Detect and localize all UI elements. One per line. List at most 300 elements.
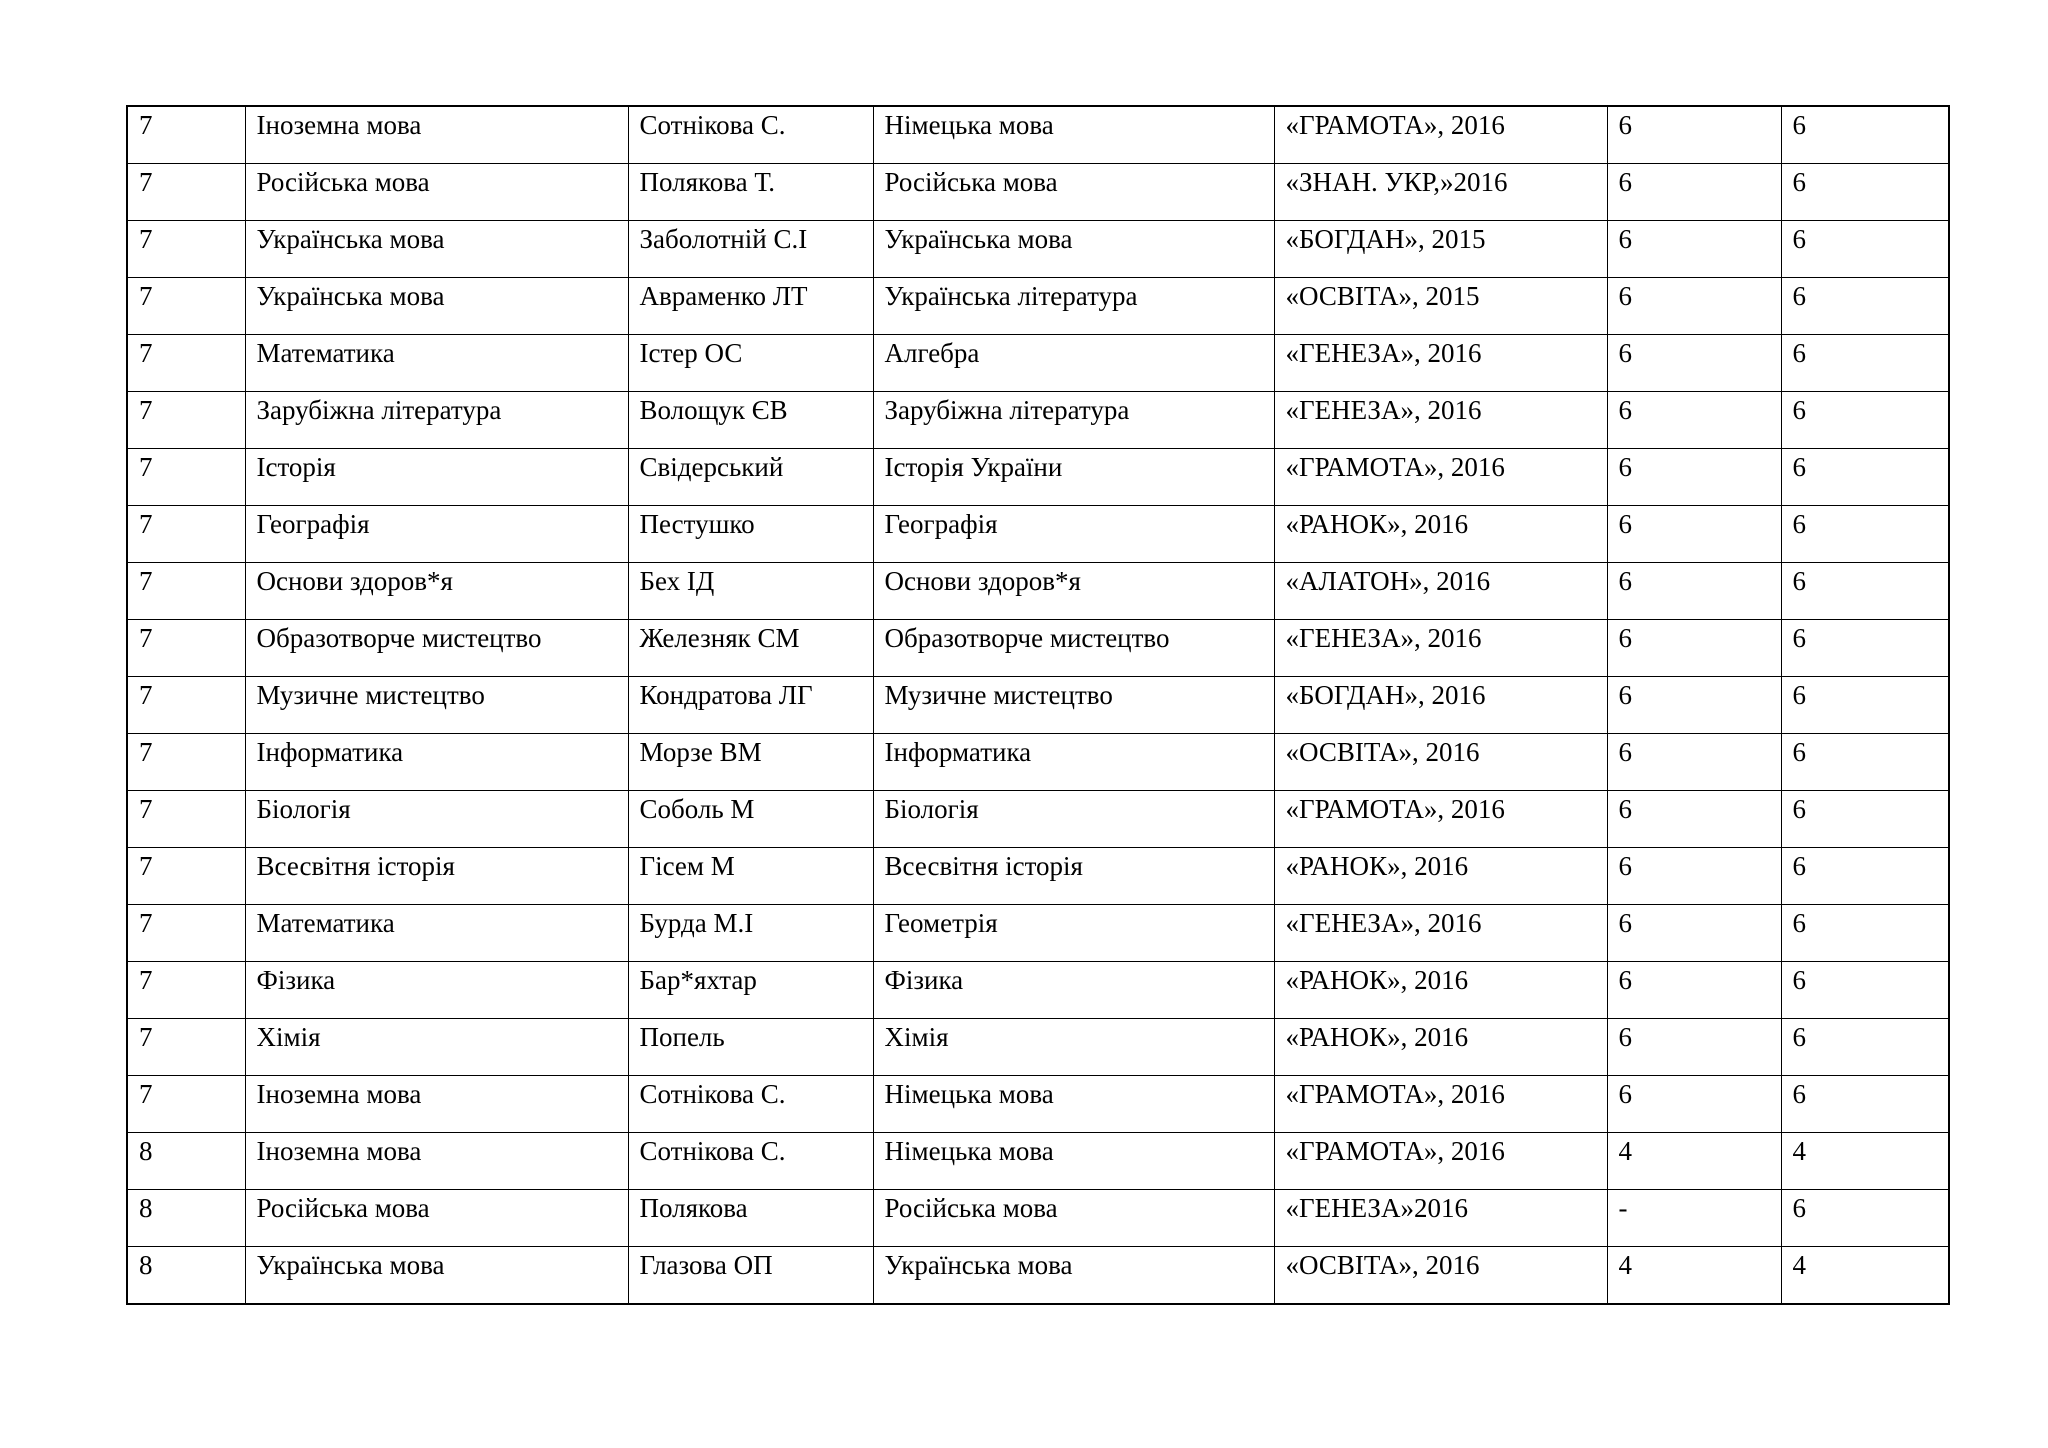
- cell-text: 4: [1618, 1250, 1632, 1280]
- count-a-cell: [1607, 677, 1781, 734]
- subject-cell: [245, 392, 628, 449]
- publisher-cell: [1274, 449, 1607, 506]
- cell-text: 7: [139, 509, 153, 539]
- cell-text: 6: [1618, 281, 1632, 311]
- cell-text: Полякова Т.: [639, 167, 775, 197]
- cell-text: Глазова ОП: [639, 1250, 773, 1280]
- count-a-cell: [1607, 164, 1781, 221]
- count-a-cell: [1607, 221, 1781, 278]
- cell-text: 6: [1618, 623, 1632, 653]
- author-cell: [628, 791, 873, 848]
- cell-text: Російська мова: [884, 167, 1058, 197]
- table-row: [127, 506, 1949, 563]
- author-cell: [628, 1190, 873, 1247]
- author-cell: [628, 620, 873, 677]
- grade-cell: [127, 620, 245, 677]
- cell-text: Геометрія: [884, 908, 998, 938]
- cell-text: 6: [1792, 224, 1806, 254]
- count-b-cell: [1781, 1247, 1949, 1305]
- textbook-table: [126, 105, 1950, 1305]
- cell-text: Іноземна мова: [256, 1079, 422, 1109]
- cell-text: 7: [139, 908, 153, 938]
- cell-text: 6: [1618, 509, 1632, 539]
- grade-cell: [127, 335, 245, 392]
- cell-text: 7: [139, 338, 153, 368]
- cell-text: 6: [1618, 395, 1632, 425]
- count-b-cell: [1781, 106, 1949, 164]
- cell-text: Російська мова: [256, 167, 430, 197]
- cell-text: 8: [139, 1250, 153, 1280]
- table-row: [127, 1019, 1949, 1076]
- cell-text: Українська мова: [256, 224, 445, 254]
- cell-text: Музичне мистецтво: [256, 680, 485, 710]
- subject-cell: [245, 164, 628, 221]
- cell-text: Зарубіжна література: [884, 395, 1130, 425]
- count-b-cell: [1781, 392, 1949, 449]
- cell-text: «БОГДАН», 2015: [1285, 224, 1486, 254]
- table-row: [127, 620, 1949, 677]
- cell-text: Математика: [256, 908, 395, 938]
- author-cell: [628, 164, 873, 221]
- subject-cell: [245, 848, 628, 905]
- table-row: [127, 278, 1949, 335]
- textbook-cell: [873, 221, 1274, 278]
- cell-text: 6: [1618, 794, 1632, 824]
- author-cell: [628, 848, 873, 905]
- author-cell: [628, 278, 873, 335]
- cell-text: 6: [1792, 452, 1806, 482]
- cell-text: «ГРАМОТА», 2016: [1285, 110, 1505, 140]
- table-row: [127, 164, 1949, 221]
- count-a-cell: [1607, 962, 1781, 1019]
- cell-text: «ГРАМОТА», 2016: [1285, 452, 1505, 482]
- publisher-cell: [1274, 164, 1607, 221]
- subject-cell: [245, 506, 628, 563]
- cell-text: 6: [1618, 680, 1632, 710]
- table-row: [127, 1076, 1949, 1133]
- cell-text: Іноземна мова: [256, 110, 422, 140]
- grade-cell: [127, 563, 245, 620]
- textbook-cell: [873, 962, 1274, 1019]
- cell-text: 7: [139, 680, 153, 710]
- table-row: [127, 392, 1949, 449]
- textbook-cell: [873, 392, 1274, 449]
- count-a-cell: [1607, 905, 1781, 962]
- cell-text: Железняк СМ: [639, 623, 800, 653]
- cell-text: «ГРАМОТА», 2016: [1285, 794, 1505, 824]
- table-row: [127, 221, 1949, 278]
- count-b-cell: [1781, 1076, 1949, 1133]
- publisher-cell: [1274, 106, 1607, 164]
- cell-text: 6: [1792, 338, 1806, 368]
- cell-text: Фізика: [256, 965, 336, 995]
- textbook-cell: [873, 278, 1274, 335]
- author-cell: [628, 563, 873, 620]
- cell-text: 7: [139, 452, 153, 482]
- count-a-cell: [1607, 106, 1781, 164]
- textbook-cell: [873, 905, 1274, 962]
- textbook-cell: [873, 734, 1274, 791]
- cell-text: «ГЕНЕЗА»2016: [1285, 1193, 1468, 1223]
- cell-text: 7: [139, 737, 153, 767]
- subject-cell: [245, 449, 628, 506]
- cell-text: 6: [1618, 110, 1632, 140]
- cell-text: 6: [1792, 737, 1806, 767]
- cell-text: 6: [1618, 338, 1632, 368]
- author-cell: [628, 335, 873, 392]
- count-a-cell: [1607, 734, 1781, 791]
- cell-text: Українська література: [884, 281, 1138, 311]
- textbook-cell: [873, 1076, 1274, 1133]
- subject-cell: [245, 1247, 628, 1305]
- publisher-cell: [1274, 335, 1607, 392]
- subject-cell: [245, 106, 628, 164]
- grade-cell: [127, 1019, 245, 1076]
- cell-text: Інформатика: [256, 737, 404, 767]
- cell-text: 6: [1618, 1022, 1632, 1052]
- count-a-cell: [1607, 335, 1781, 392]
- count-b-cell: [1781, 620, 1949, 677]
- cell-text: Українська мова: [884, 224, 1073, 254]
- textbook-cell: [873, 506, 1274, 563]
- cell-text: «РАНОК», 2016: [1285, 851, 1469, 881]
- cell-text: Бех ІД: [639, 566, 715, 596]
- cell-text: Хімія: [884, 1022, 949, 1052]
- cell-text: 8: [139, 1193, 153, 1223]
- publisher-cell: [1274, 1133, 1607, 1190]
- cell-text: Біологія: [884, 794, 979, 824]
- publisher-cell: [1274, 563, 1607, 620]
- grade-cell: [127, 1133, 245, 1190]
- grade-cell: [127, 1247, 245, 1305]
- cell-text: Алгебра: [884, 338, 980, 368]
- cell-text: 4: [1792, 1250, 1806, 1280]
- grade-cell: [127, 392, 245, 449]
- cell-text: 6: [1792, 1193, 1806, 1223]
- cell-text: Музичне мистецтво: [884, 680, 1113, 710]
- cell-text: 6: [1792, 167, 1806, 197]
- count-a-cell: [1607, 1076, 1781, 1133]
- cell-text: Географія: [884, 509, 998, 539]
- cell-text: Німецька мова: [884, 1079, 1054, 1109]
- grade-cell: [127, 962, 245, 1019]
- grade-cell: [127, 278, 245, 335]
- publisher-cell: [1274, 734, 1607, 791]
- cell-text: «ГЕНЕЗА», 2016: [1285, 395, 1482, 425]
- publisher-cell: [1274, 1076, 1607, 1133]
- table-row: [127, 734, 1949, 791]
- publisher-cell: [1274, 1190, 1607, 1247]
- cell-text: «ГЕНЕЗА», 2016: [1285, 338, 1482, 368]
- count-b-cell: [1781, 449, 1949, 506]
- cell-text: 6: [1618, 167, 1632, 197]
- cell-text: 7: [139, 851, 153, 881]
- subject-cell: [245, 1019, 628, 1076]
- grade-cell: [127, 905, 245, 962]
- count-a-cell: [1607, 1019, 1781, 1076]
- textbook-cell: [873, 1133, 1274, 1190]
- author-cell: [628, 392, 873, 449]
- textbook-cell: [873, 1247, 1274, 1305]
- count-a-cell: [1607, 1133, 1781, 1190]
- subject-cell: [245, 1076, 628, 1133]
- count-b-cell: [1781, 791, 1949, 848]
- grade-cell: [127, 1076, 245, 1133]
- cell-text: Інформатика: [884, 737, 1032, 767]
- textbook-cell: [873, 335, 1274, 392]
- textbook-cell: [873, 164, 1274, 221]
- publisher-cell: [1274, 392, 1607, 449]
- author-cell: [628, 962, 873, 1019]
- cell-text: 6: [1618, 452, 1632, 482]
- cell-text: Свідерський: [639, 452, 784, 482]
- grade-cell: [127, 506, 245, 563]
- author-cell: [628, 1247, 873, 1305]
- cell-text: Російська мова: [256, 1193, 430, 1223]
- cell-text: «ГРАМОТА», 2016: [1285, 1079, 1505, 1109]
- subject-cell: [245, 791, 628, 848]
- cell-text: Гісем М: [639, 851, 735, 881]
- author-cell: [628, 221, 873, 278]
- cell-text: 6: [1618, 224, 1632, 254]
- cell-text: Географія: [256, 509, 370, 539]
- count-a-cell: [1607, 848, 1781, 905]
- cell-text: 6: [1618, 851, 1632, 881]
- cell-text: 6: [1792, 110, 1806, 140]
- cell-text: Біологія: [256, 794, 351, 824]
- table-row: [127, 449, 1949, 506]
- cell-text: 7: [139, 281, 153, 311]
- cell-text: Заболотній С.І: [639, 224, 808, 254]
- subject-cell: [245, 620, 628, 677]
- cell-text: Пестушко: [639, 509, 755, 539]
- textbook-cell: [873, 620, 1274, 677]
- grade-cell: [127, 164, 245, 221]
- author-cell: [628, 734, 873, 791]
- cell-text: «ОСВІТА», 2015: [1285, 281, 1480, 311]
- grade-cell: [127, 791, 245, 848]
- cell-text: 7: [139, 1079, 153, 1109]
- cell-text: Всесвітня історія: [884, 851, 1083, 881]
- table-row: [127, 563, 1949, 620]
- count-b-cell: [1781, 506, 1949, 563]
- grade-cell: [127, 677, 245, 734]
- cell-text: Німецька мова: [884, 110, 1054, 140]
- count-a-cell: [1607, 506, 1781, 563]
- cell-text: «ГРАМОТА», 2016: [1285, 1136, 1505, 1166]
- cell-text: Полякова: [639, 1193, 748, 1223]
- cell-text: Образотворче мистецтво: [884, 623, 1170, 653]
- textbook-cell: [873, 1190, 1274, 1247]
- cell-text: 6: [1792, 1079, 1806, 1109]
- count-a-cell: [1607, 1247, 1781, 1305]
- grade-cell: [127, 221, 245, 278]
- count-b-cell: [1781, 1133, 1949, 1190]
- cell-text: Попель: [639, 1022, 725, 1052]
- table-row: [127, 848, 1949, 905]
- subject-cell: [245, 962, 628, 1019]
- cell-text: Фізика: [884, 965, 964, 995]
- cell-text: 6: [1792, 794, 1806, 824]
- subject-cell: [245, 221, 628, 278]
- cell-text: 7: [139, 1022, 153, 1052]
- subject-cell: [245, 278, 628, 335]
- cell-text: Основи здоров*я: [256, 566, 453, 596]
- cell-text: Бар*яхтар: [639, 965, 757, 995]
- author-cell: [628, 506, 873, 563]
- subject-cell: [245, 563, 628, 620]
- textbook-cell: [873, 677, 1274, 734]
- cell-text: 6: [1792, 965, 1806, 995]
- publisher-cell: [1274, 962, 1607, 1019]
- cell-text: 6: [1792, 1022, 1806, 1052]
- cell-text: Українська мова: [884, 1250, 1073, 1280]
- cell-text: Бурда М.І: [639, 908, 754, 938]
- publisher-cell: [1274, 791, 1607, 848]
- cell-text: Морзе ВМ: [639, 737, 762, 767]
- cell-text: «ГЕНЕЗА», 2016: [1285, 623, 1482, 653]
- subject-cell: [245, 677, 628, 734]
- cell-text: 7: [139, 794, 153, 824]
- textbook-cell: [873, 791, 1274, 848]
- cell-text: 7: [139, 110, 153, 140]
- cell-text: 6: [1792, 395, 1806, 425]
- cell-text: «РАНОК», 2016: [1285, 965, 1469, 995]
- cell-text: 7: [139, 395, 153, 425]
- publisher-cell: [1274, 677, 1607, 734]
- cell-text: Сотнікова С.: [639, 110, 786, 140]
- publisher-cell: [1274, 506, 1607, 563]
- cell-text: «ОСВІТА», 2016: [1285, 737, 1480, 767]
- subject-cell: [245, 905, 628, 962]
- cell-text: «БОГДАН», 2016: [1285, 680, 1486, 710]
- cell-text: Соболь М: [639, 794, 755, 824]
- subject-cell: [245, 1190, 628, 1247]
- count-b-cell: [1781, 905, 1949, 962]
- subject-cell: [245, 734, 628, 791]
- textbook-cell: [873, 106, 1274, 164]
- cell-text: 6: [1618, 737, 1632, 767]
- subject-cell: [245, 1133, 628, 1190]
- cell-text: 7: [139, 623, 153, 653]
- grade-cell: [127, 848, 245, 905]
- publisher-cell: [1274, 905, 1607, 962]
- cell-text: 6: [1792, 623, 1806, 653]
- table-row: [127, 791, 1949, 848]
- publisher-cell: [1274, 1247, 1607, 1305]
- grade-cell: [127, 106, 245, 164]
- table-row: [127, 905, 1949, 962]
- publisher-cell: [1274, 1019, 1607, 1076]
- cell-text: 8: [139, 1136, 153, 1166]
- table-body: [127, 106, 1949, 1304]
- author-cell: [628, 106, 873, 164]
- count-b-cell: [1781, 734, 1949, 791]
- cell-text: Кондратова ЛГ: [639, 680, 813, 710]
- cell-text: Хімія: [256, 1022, 321, 1052]
- author-cell: [628, 905, 873, 962]
- cell-text: Основи здоров*я: [884, 566, 1081, 596]
- count-a-cell: [1607, 620, 1781, 677]
- author-cell: [628, 1076, 873, 1133]
- cell-text: Історія України: [884, 452, 1063, 482]
- cell-text: Сотнікова С.: [639, 1136, 786, 1166]
- table-row: [127, 677, 1949, 734]
- table-row: [127, 335, 1949, 392]
- cell-text: «ГЕНЕЗА», 2016: [1285, 908, 1482, 938]
- cell-text: «ОСВІТА», 2016: [1285, 1250, 1480, 1280]
- cell-text: Зарубіжна література: [256, 395, 502, 425]
- cell-text: 6: [1792, 566, 1806, 596]
- count-b-cell: [1781, 221, 1949, 278]
- count-b-cell: [1781, 677, 1949, 734]
- cell-text: Сотнікова С.: [639, 1079, 786, 1109]
- subject-cell: [245, 335, 628, 392]
- cell-text: 7: [139, 224, 153, 254]
- cell-text: Історія: [256, 452, 336, 482]
- count-b-cell: [1781, 563, 1949, 620]
- textbook-cell: [873, 1019, 1274, 1076]
- cell-text: 7: [139, 167, 153, 197]
- cell-text: Авраменко ЛТ: [639, 281, 808, 311]
- count-b-cell: [1781, 164, 1949, 221]
- cell-text: 6: [1792, 680, 1806, 710]
- author-cell: [628, 1019, 873, 1076]
- cell-text: Образотворче мистецтво: [256, 623, 542, 653]
- cell-text: 6: [1618, 566, 1632, 596]
- cell-text: 6: [1618, 1079, 1632, 1109]
- cell-text: 6: [1792, 851, 1806, 881]
- cell-text: Всесвітня історія: [256, 851, 455, 881]
- cell-text: Математика: [256, 338, 395, 368]
- cell-text: -: [1618, 1193, 1628, 1223]
- author-cell: [628, 449, 873, 506]
- cell-text: Українська мова: [256, 281, 445, 311]
- count-a-cell: [1607, 1190, 1781, 1247]
- publisher-cell: [1274, 848, 1607, 905]
- table-row: [127, 1133, 1949, 1190]
- count-b-cell: [1781, 848, 1949, 905]
- cell-text: Німецька мова: [884, 1136, 1054, 1166]
- grade-cell: [127, 734, 245, 791]
- count-b-cell: [1781, 1190, 1949, 1247]
- cell-text: Російська мова: [884, 1193, 1058, 1223]
- publisher-cell: [1274, 221, 1607, 278]
- table-row: [127, 1247, 1949, 1305]
- grade-cell: [127, 1190, 245, 1247]
- textbook-cell: [873, 563, 1274, 620]
- cell-text: Іноземна мова: [256, 1136, 422, 1166]
- table-row: [127, 106, 1949, 164]
- count-a-cell: [1607, 563, 1781, 620]
- textbook-cell: [873, 848, 1274, 905]
- count-b-cell: [1781, 962, 1949, 1019]
- publisher-cell: [1274, 620, 1607, 677]
- cell-text: 6: [1618, 965, 1632, 995]
- cell-text: «РАНОК», 2016: [1285, 509, 1469, 539]
- count-a-cell: [1607, 392, 1781, 449]
- cell-text: 7: [139, 965, 153, 995]
- author-cell: [628, 677, 873, 734]
- cell-text: Істер ОС: [639, 338, 743, 368]
- cell-text: Українська мова: [256, 1250, 445, 1280]
- count-a-cell: [1607, 449, 1781, 506]
- cell-text: 4: [1618, 1136, 1632, 1166]
- author-cell: [628, 1133, 873, 1190]
- publisher-cell: [1274, 278, 1607, 335]
- cell-text: 4: [1792, 1136, 1806, 1166]
- grade-cell: [127, 449, 245, 506]
